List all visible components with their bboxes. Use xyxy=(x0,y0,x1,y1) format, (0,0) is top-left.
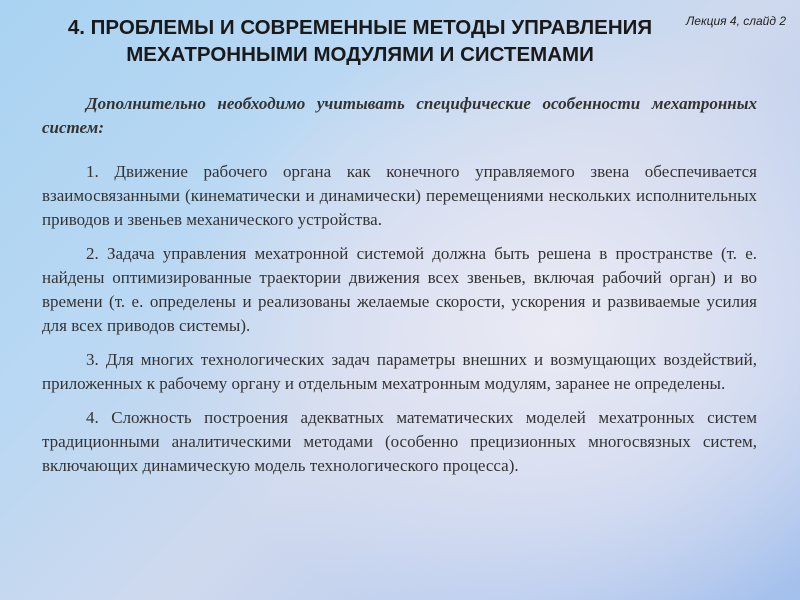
slide-content xyxy=(42,92,757,488)
slide-title-line-2: МЕХАТРОННЫМИ МОДУЛЯМИ И СИСТЕМАМИ xyxy=(126,43,594,66)
slide-title-line-1: 4. ПРОБЛЕМЫ И СОВРЕМЕННЫЕ МЕТОДЫ УПРАВЛЕНИЯ xyxy=(67,16,653,39)
list-item-2: 2. Задача управления мехатронной системой должна быть решена в пространстве (т. е. найдены оптимизированные траектории движения всех звеньев, включая рабочий орган) и во времени (т. е. определены и реализованы желаемые скорости, ускорения и развиваемые усилия для всех приводов системы). xyxy=(42,244,757,335)
list-item-3: 3. Для многих технологических задач параметры внешних и возмущающих воздействий, приложенных к рабочему органу и отдельным мехатронным модулям, заранее не определены. xyxy=(42,350,757,393)
intro-paragraph: Дополнительно необходимо учитывать специфические особенности мехатронных систем: xyxy=(42,94,757,137)
list-item-1: 1. Движение рабочего органа как конечного управляемого звена обеспечивается взаимосвязанными (кинематически и динамически) перемещениями нескольких исполнительных приводов и звеньев механического устройства. xyxy=(42,162,757,229)
slide-number-label: Лекция 4, слайд 2 xyxy=(686,14,786,28)
list-item-4: 4. Сложность построения адекватных математических моделей мехатронных систем традиционными аналитическими методами (особенно прецизионных многосвязных систем, включающих динамическую модель технологического процесса). xyxy=(42,408,757,475)
slide-title xyxy=(30,14,690,68)
